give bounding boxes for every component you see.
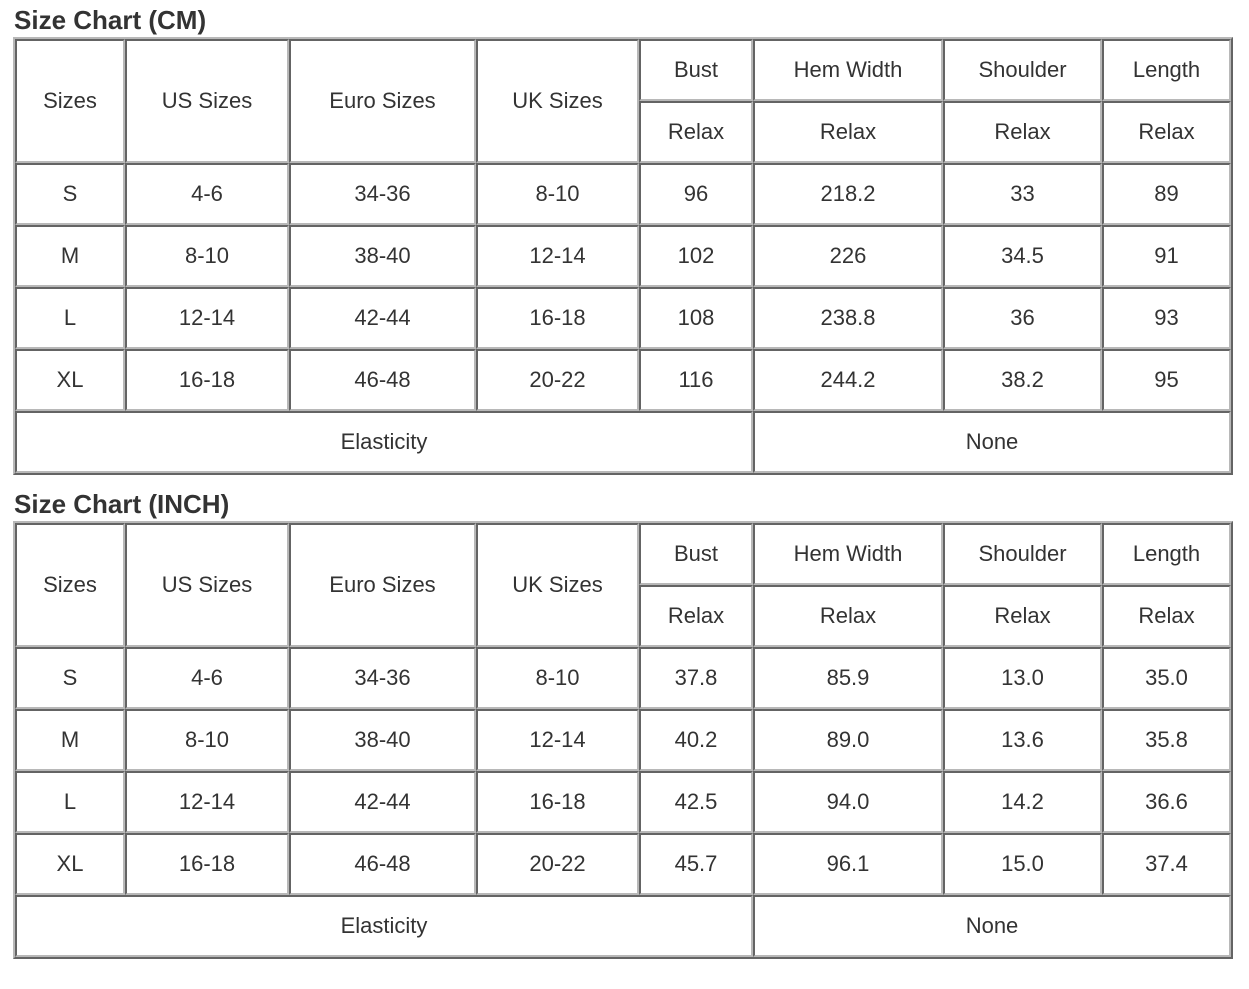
header-cell: Sizes xyxy=(15,523,125,647)
size-chart-cm xyxy=(13,4,1233,475)
table-cell: 20-22 xyxy=(476,833,639,895)
table-cell: M xyxy=(15,225,125,287)
chart-title: Size Chart (INCH) xyxy=(14,489,230,519)
table-row xyxy=(15,287,1231,349)
table-cell: L xyxy=(15,771,125,833)
table-cell: XL xyxy=(15,833,125,895)
table-cell: 34-36 xyxy=(289,647,476,709)
table-cell: S xyxy=(15,647,125,709)
table-cell: 226 xyxy=(753,225,943,287)
table-cell: 37.4 xyxy=(1102,833,1231,895)
subheader-cell: Relax xyxy=(753,585,943,647)
subheader-cell: Relax xyxy=(639,101,753,163)
table-cell: 14.2 xyxy=(943,771,1102,833)
header-cell: Hem Width xyxy=(753,523,943,585)
header-row xyxy=(15,39,1231,101)
table-cell: 42.5 xyxy=(639,771,753,833)
table-cell: 89 xyxy=(1102,163,1231,225)
size-table xyxy=(13,37,1233,475)
table-cell: 37.8 xyxy=(639,647,753,709)
table-cell: S xyxy=(15,163,125,225)
footer-row xyxy=(15,411,1231,473)
table-cell: 46-48 xyxy=(289,833,476,895)
table-cell: 36 xyxy=(943,287,1102,349)
table-cell: 12-14 xyxy=(125,771,289,833)
table-cell: 94.0 xyxy=(753,771,943,833)
table-cell: 108 xyxy=(639,287,753,349)
table-cell: 38-40 xyxy=(289,709,476,771)
table-cell: 12-14 xyxy=(125,287,289,349)
table-cell: 15.0 xyxy=(943,833,1102,895)
header-cell: Shoulder xyxy=(943,523,1102,585)
table-cell: L xyxy=(15,287,125,349)
table-cell: 91 xyxy=(1102,225,1231,287)
table-cell: 93 xyxy=(1102,287,1231,349)
header-row xyxy=(15,523,1231,585)
header-cell: Hem Width xyxy=(753,39,943,101)
chart-title: Size Chart (CM) xyxy=(14,5,207,35)
table-cell: 96 xyxy=(639,163,753,225)
table-cell: 35.0 xyxy=(1102,647,1231,709)
table-row xyxy=(15,709,1231,771)
header-cell: UK Sizes xyxy=(476,39,639,163)
table-row xyxy=(15,833,1231,895)
header-cell: Length xyxy=(1102,39,1231,101)
table-cell: 34.5 xyxy=(943,225,1102,287)
header-cell: US Sizes xyxy=(125,523,289,647)
table-cell: 95 xyxy=(1102,349,1231,411)
table-cell: 35.8 xyxy=(1102,709,1231,771)
table-row xyxy=(15,771,1231,833)
elasticity-value: None xyxy=(753,411,1231,473)
table-cell: 40.2 xyxy=(639,709,753,771)
table-cell: 36.6 xyxy=(1102,771,1231,833)
header-cell: Length xyxy=(1102,523,1231,585)
elasticity-label: Elasticity xyxy=(15,411,753,473)
table-cell: 8-10 xyxy=(476,163,639,225)
table-cell: 8-10 xyxy=(125,709,289,771)
elasticity-label: Elasticity xyxy=(15,895,753,957)
table-cell: 16-18 xyxy=(476,771,639,833)
table-cell: 42-44 xyxy=(289,771,476,833)
table-cell: 20-22 xyxy=(476,349,639,411)
table-cell: 8-10 xyxy=(476,647,639,709)
table-cell: M xyxy=(15,709,125,771)
header-cell: Shoulder xyxy=(943,39,1102,101)
table-cell: 244.2 xyxy=(753,349,943,411)
table-cell: 16-18 xyxy=(476,287,639,349)
table-cell: 12-14 xyxy=(476,225,639,287)
subheader-cell: Relax xyxy=(753,101,943,163)
table-cell: 16-18 xyxy=(125,349,289,411)
table-cell: 102 xyxy=(639,225,753,287)
header-cell: Euro Sizes xyxy=(289,523,476,647)
header-cell: Sizes xyxy=(15,39,125,163)
table-cell: 12-14 xyxy=(476,709,639,771)
table-cell: 4-6 xyxy=(125,163,289,225)
table-row xyxy=(15,349,1231,411)
table-cell: 218.2 xyxy=(753,163,943,225)
table-row xyxy=(15,225,1231,287)
table-cell: XL xyxy=(15,349,125,411)
table-cell: 238.8 xyxy=(753,287,943,349)
table-cell: 13.0 xyxy=(943,647,1102,709)
table-row xyxy=(15,647,1231,709)
header-cell: UK Sizes xyxy=(476,523,639,647)
subheader-cell: Relax xyxy=(1102,101,1231,163)
subheader-cell: Relax xyxy=(943,585,1102,647)
size-table xyxy=(13,521,1233,959)
elasticity-value: None xyxy=(753,895,1231,957)
table-cell: 38.2 xyxy=(943,349,1102,411)
table-row xyxy=(15,163,1231,225)
table-cell: 46-48 xyxy=(289,349,476,411)
table-cell: 13.6 xyxy=(943,709,1102,771)
header-cell: Bust xyxy=(639,39,753,101)
table-cell: 42-44 xyxy=(289,287,476,349)
table-cell: 16-18 xyxy=(125,833,289,895)
table-cell: 89.0 xyxy=(753,709,943,771)
table-cell: 38-40 xyxy=(289,225,476,287)
table-cell: 34-36 xyxy=(289,163,476,225)
header-cell: Bust xyxy=(639,523,753,585)
table-cell: 45.7 xyxy=(639,833,753,895)
table-cell: 116 xyxy=(639,349,753,411)
subheader-cell: Relax xyxy=(639,585,753,647)
subheader-cell: Relax xyxy=(1102,585,1231,647)
size-chart-inch xyxy=(13,488,1233,959)
table-cell: 4-6 xyxy=(125,647,289,709)
subheader-cell: Relax xyxy=(943,101,1102,163)
header-cell: US Sizes xyxy=(125,39,289,163)
table-cell: 96.1 xyxy=(753,833,943,895)
table-cell: 8-10 xyxy=(125,225,289,287)
header-cell: Euro Sizes xyxy=(289,39,476,163)
table-cell: 33 xyxy=(943,163,1102,225)
table-cell: 85.9 xyxy=(753,647,943,709)
footer-row xyxy=(15,895,1231,957)
